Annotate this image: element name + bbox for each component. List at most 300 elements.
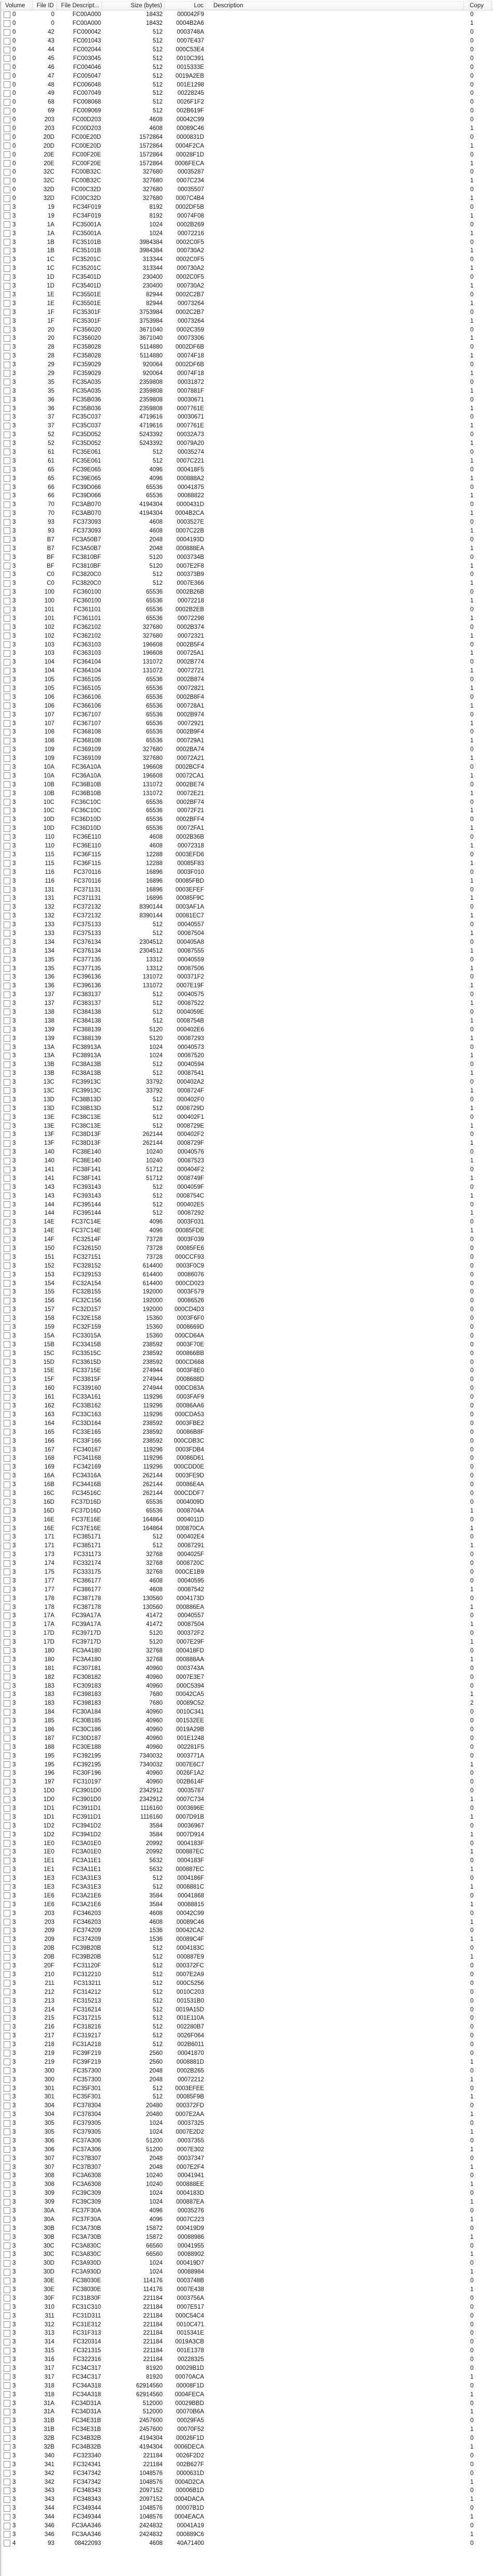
table-row[interactable] [1,2215,493,2224]
table-row[interactable] [1,229,493,238]
table-row[interactable] [1,1305,493,1314]
table-row[interactable] [1,1664,493,1673]
row-checkbox[interactable] [4,90,10,97]
row-checkbox[interactable] [4,1219,10,1226]
row-checkbox[interactable] [4,1350,10,1357]
row-checkbox[interactable] [4,466,10,473]
table-row[interactable] [1,535,493,544]
row-checkbox[interactable] [4,81,10,88]
table-row[interactable] [1,824,493,833]
row-checkbox[interactable] [4,1315,10,1322]
row-checkbox[interactable] [4,1534,10,1541]
table-row[interactable] [1,1454,493,1463]
table-row[interactable] [1,894,493,903]
table-row[interactable] [1,1874,493,1883]
table-row[interactable] [1,1979,493,1988]
row-checkbox[interactable] [4,1656,10,1663]
table-row[interactable] [1,1078,493,1087]
row-checkbox[interactable] [4,405,10,412]
table-row[interactable] [1,2381,493,2390]
row-checkbox[interactable] [4,1341,10,1348]
row-checkbox[interactable] [4,1586,10,1593]
row-checkbox[interactable] [4,816,10,823]
row-checkbox[interactable] [4,1525,10,1532]
table-row[interactable] [1,2443,493,2452]
table-row[interactable] [1,1393,493,1402]
table-row[interactable] [1,2110,493,2119]
table-row[interactable] [1,2469,493,2478]
table-row[interactable] [1,2014,493,2023]
table-row[interactable] [1,1944,493,1953]
table-row[interactable] [1,631,493,640]
row-checkbox[interactable] [4,1691,10,1698]
row-checkbox[interactable] [4,64,10,70]
table-row[interactable] [1,1121,493,1130]
table-row[interactable] [1,1690,493,1699]
row-checkbox[interactable] [4,2348,10,2354]
table-row[interactable] [1,1043,493,1052]
row-checkbox[interactable] [4,1324,10,1331]
row-checkbox[interactable] [4,545,10,552]
row-checkbox[interactable] [4,1210,10,1217]
table-row[interactable] [1,675,493,684]
table-row[interactable] [1,1016,493,1025]
table-row[interactable] [1,1629,493,1638]
row-checkbox[interactable] [4,2015,10,2022]
table-row[interactable] [1,1970,493,1979]
table-row[interactable] [1,1261,493,1270]
row-checkbox[interactable] [4,1403,10,1409]
row-checkbox[interactable] [4,2523,10,2529]
row-checkbox[interactable] [4,1140,10,1147]
table-row[interactable] [1,2233,493,2241]
row-checkbox[interactable] [4,1613,10,1619]
row-checkbox[interactable] [4,1788,10,1794]
row-checkbox[interactable] [4,1053,10,1059]
table-row[interactable] [1,2102,493,2110]
row-checkbox[interactable] [4,1411,10,1418]
table-row[interactable] [1,448,493,457]
table-row[interactable] [1,946,493,955]
table-row[interactable] [1,133,493,141]
table-row[interactable] [1,264,493,273]
row-checkbox[interactable] [4,1044,10,1050]
table-row[interactable] [1,238,493,247]
table-row[interactable] [1,1883,493,1892]
table-row[interactable] [1,37,493,46]
table-row[interactable] [1,868,493,876]
row-checkbox[interactable] [4,746,10,753]
table-row[interactable] [1,667,493,675]
table-row[interactable] [1,842,493,851]
row-checkbox[interactable] [4,2496,10,2503]
row-checkbox[interactable] [4,47,10,53]
row-checkbox[interactable] [4,1096,10,1103]
row-checkbox[interactable] [4,1665,10,1672]
row-checkbox[interactable] [4,632,10,639]
row-checkbox[interactable] [4,38,10,45]
table-row[interactable] [1,1148,493,1157]
table-row[interactable] [1,1559,493,1568]
row-checkbox[interactable] [4,1814,10,1820]
table-row[interactable] [1,1130,493,1139]
table-row[interactable] [1,1314,493,1323]
row-checkbox[interactable] [4,1298,10,1304]
row-checkbox[interactable] [4,1464,10,1471]
row-checkbox[interactable] [4,825,10,832]
table-row[interactable] [1,1708,493,1717]
table-row[interactable] [1,1008,493,1017]
table-row[interactable] [1,378,493,386]
row-checkbox[interactable] [4,1236,10,1243]
table-row[interactable] [1,1025,493,1034]
row-checkbox[interactable] [4,1437,10,1444]
table-row[interactable] [1,763,493,772]
row-checkbox[interactable] [4,1858,10,1864]
table-row[interactable] [1,1445,493,1454]
table-row[interactable] [1,1830,493,1839]
row-checkbox[interactable] [4,2312,10,2319]
table-row[interactable] [1,1104,493,1113]
row-checkbox[interactable] [4,484,10,491]
row-checkbox[interactable] [4,2330,10,2337]
table-row[interactable] [1,2189,493,2198]
table-row[interactable] [1,1576,493,1585]
row-checkbox[interactable] [4,2487,10,2494]
row-checkbox[interactable] [4,2339,10,2345]
table-row[interactable] [1,1174,493,1183]
table-row[interactable] [1,185,493,194]
table-row[interactable] [1,815,493,824]
row-checkbox[interactable] [4,414,10,421]
row-checkbox[interactable] [4,204,10,211]
row-checkbox[interactable] [4,256,10,263]
table-row[interactable] [1,1647,493,1656]
row-checkbox[interactable] [4,983,10,989]
row-checkbox[interactable] [4,1481,10,1488]
row-checkbox[interactable] [4,2050,10,2056]
row-checkbox[interactable] [4,1604,10,1610]
table-row[interactable] [1,1436,493,1445]
table-row[interactable] [1,1918,493,1926]
row-checkbox[interactable] [4,55,10,62]
table-row[interactable] [1,2066,493,2075]
row-checkbox[interactable] [4,1167,10,1173]
table-row[interactable] [1,710,493,719]
row-checkbox[interactable] [4,922,10,928]
row-checkbox[interactable] [4,2199,10,2206]
row-checkbox[interactable] [4,1070,10,1077]
table-row[interactable] [1,1052,493,1060]
table-row[interactable] [1,1472,493,1480]
table-row[interactable] [1,1988,493,1996]
row-checkbox[interactable] [4,326,10,333]
row-checkbox[interactable] [4,1752,10,1759]
table-row[interactable] [1,658,493,667]
table-row[interactable] [1,1550,493,1559]
row-checkbox[interactable] [4,431,10,438]
row-checkbox[interactable] [4,2155,10,2162]
table-row[interactable] [1,2207,493,2215]
row-checkbox[interactable] [4,2103,10,2109]
row-checkbox[interactable] [4,1017,10,1024]
row-checkbox[interactable] [4,860,10,867]
row-checkbox[interactable] [4,1490,10,1496]
table-row[interactable] [1,1244,493,1253]
table-row[interactable] [1,1751,493,1760]
table-row[interactable] [1,2241,493,2250]
row-checkbox[interactable] [4,886,10,893]
column-header-volume[interactable]: Volume [1,2,33,10]
row-checkbox[interactable] [4,423,10,429]
row-checkbox[interactable] [4,2094,10,2100]
row-checkbox[interactable] [4,808,10,814]
row-checkbox[interactable] [4,2172,10,2179]
table-row[interactable] [1,2259,493,2268]
table-row[interactable] [1,63,493,71]
table-row[interactable] [1,386,493,395]
row-checkbox[interactable] [4,781,10,788]
row-checkbox[interactable] [4,947,10,954]
row-checkbox[interactable] [4,974,10,981]
row-checkbox[interactable] [4,2085,10,2092]
row-checkbox[interactable] [4,1700,10,1707]
table-row[interactable] [1,999,493,1008]
table-row[interactable] [1,2049,493,2058]
row-checkbox[interactable] [4,685,10,692]
row-checkbox[interactable] [4,1000,10,1007]
row-checkbox[interactable] [4,2417,10,2424]
row-checkbox[interactable] [4,991,10,998]
table-row[interactable] [1,80,493,89]
row-checkbox[interactable] [4,607,10,613]
table-row[interactable] [1,1891,493,1900]
table-row[interactable] [1,1542,493,1550]
row-checkbox[interactable] [4,1709,10,1716]
table-row[interactable] [1,2032,493,2040]
table-row[interactable] [1,1060,493,1069]
row-checkbox[interactable] [4,519,10,526]
table-row[interactable] [1,1349,493,1358]
row-checkbox[interactable] [4,309,10,315]
table-row[interactable] [1,1603,493,1611]
table-row[interactable] [1,833,493,842]
column-header-description[interactable]: Description [206,2,464,10]
table-row[interactable] [1,1419,493,1428]
table-row[interactable] [1,1926,493,1935]
row-checkbox[interactable] [4,248,10,254]
column-header-file-descriptor[interactable]: File Descript... [57,2,102,10]
row-checkbox[interactable] [4,904,10,911]
table-row[interactable] [1,141,493,150]
table-row[interactable] [1,614,493,623]
row-checkbox[interactable] [4,2260,10,2267]
row-checkbox[interactable] [4,1674,10,1680]
row-checkbox[interactable] [4,1568,10,1575]
row-checkbox[interactable] [4,711,10,718]
table-row[interactable] [1,1253,493,1261]
table-row[interactable] [1,369,493,378]
table-row[interactable] [1,1725,493,1734]
row-checkbox[interactable] [4,169,10,176]
row-checkbox[interactable] [4,1805,10,1812]
row-checkbox[interactable] [4,117,10,123]
row-checkbox[interactable] [4,720,10,727]
row-checkbox[interactable] [4,1761,10,1768]
table-row[interactable] [1,1297,493,1305]
row-checkbox[interactable] [4,2505,10,2512]
row-checkbox[interactable] [4,571,10,578]
row-checkbox[interactable] [4,2444,10,2451]
row-checkbox[interactable] [4,1936,10,1943]
row-checkbox[interactable] [4,1026,10,1033]
row-checkbox[interactable] [4,659,10,666]
row-checkbox[interactable] [4,1718,10,1724]
table-row[interactable] [1,1935,493,1944]
row-checkbox[interactable] [4,1577,10,1584]
row-checkbox[interactable] [4,1980,10,1987]
table-row[interactable] [1,2119,493,2128]
row-checkbox[interactable] [4,554,10,560]
table-row[interactable] [1,1463,493,1472]
table-row[interactable] [1,483,493,492]
row-checkbox[interactable] [4,265,10,272]
table-row[interactable] [1,990,493,999]
table-row[interactable] [1,211,493,220]
row-checkbox[interactable] [4,440,10,447]
row-checkbox[interactable] [4,2321,10,2328]
table-row[interactable] [1,2338,493,2347]
table-row[interactable] [1,2005,493,2014]
table-row[interactable] [1,2434,493,2443]
row-checkbox[interactable] [4,939,10,945]
table-row[interactable] [1,334,493,343]
table-row[interactable] [1,1069,493,1078]
row-checkbox[interactable] [4,1621,10,1628]
row-checkbox[interactable] [4,1499,10,1505]
table-row[interactable] [1,2198,493,2207]
table-row[interactable] [1,2522,493,2530]
row-checkbox[interactable] [4,615,10,622]
table-row[interactable] [1,1165,493,1174]
table-row[interactable] [1,562,493,570]
table-row[interactable] [1,1857,493,1865]
table-row[interactable] [1,1139,493,1148]
row-checkbox[interactable] [4,449,10,455]
row-checkbox[interactable] [4,1595,10,1602]
table-row[interactable] [1,1209,493,1218]
row-checkbox[interactable] [4,1254,10,1260]
table-row[interactable] [1,2224,493,2233]
row-checkbox[interactable] [4,668,10,674]
row-checkbox[interactable] [4,956,10,963]
table-row[interactable] [1,1034,493,1043]
row-checkbox[interactable] [4,677,10,683]
row-checkbox[interactable] [4,1289,10,1296]
row-checkbox[interactable] [4,1009,10,1015]
row-checkbox[interactable] [4,1262,10,1269]
row-checkbox[interactable] [4,11,10,18]
table-row[interactable] [1,2355,493,2364]
row-checkbox[interactable] [4,1201,10,1208]
row-checkbox[interactable] [4,1840,10,1847]
table-row[interactable] [1,194,493,203]
table-row[interactable] [1,2154,493,2163]
table-row[interactable] [1,1699,493,1708]
row-checkbox[interactable] [4,2426,10,2433]
row-checkbox[interactable] [4,1131,10,1138]
row-checkbox[interactable] [4,1332,10,1339]
row-checkbox[interactable] [4,1543,10,1549]
row-checkbox[interactable] [4,1105,10,1112]
table-row[interactable] [1,2311,493,2320]
table-row[interactable] [1,1340,493,1349]
table-row[interactable] [1,299,493,308]
table-row[interactable] [1,1734,493,1743]
table-row[interactable] [1,2171,493,2180]
table-row[interactable] [1,588,493,597]
table-row[interactable] [1,789,493,798]
row-checkbox[interactable] [4,1184,10,1190]
row-checkbox[interactable] [4,160,10,167]
row-checkbox[interactable] [4,1376,10,1383]
row-checkbox[interactable] [4,1910,10,1917]
row-checkbox[interactable] [4,1779,10,1786]
row-checkbox[interactable] [4,2024,10,2031]
row-checkbox[interactable] [4,125,10,132]
row-checkbox[interactable] [4,1744,10,1750]
table-row[interactable] [1,938,493,946]
row-checkbox[interactable] [4,2479,10,2485]
column-header-copy[interactable]: Copy [464,2,492,10]
table-row[interactable] [1,2023,493,2032]
row-checkbox[interactable] [4,694,10,700]
row-checkbox[interactable] [4,2041,10,2048]
table-row[interactable] [1,456,493,465]
row-checkbox[interactable] [4,318,10,324]
table-row[interactable] [1,964,493,973]
row-checkbox[interactable] [4,650,10,657]
table-row[interactable] [1,719,493,728]
table-row[interactable] [1,465,493,474]
row-checkbox[interactable] [4,2120,10,2127]
row-checkbox[interactable] [4,702,10,709]
table-row[interactable] [1,308,493,316]
table-row[interactable] [1,973,493,982]
row-checkbox[interactable] [4,151,10,158]
row-checkbox[interactable] [4,221,10,228]
table-row[interactable] [1,2416,493,2425]
table-row[interactable] [1,544,493,553]
row-checkbox[interactable] [4,2076,10,2083]
table-row[interactable] [1,1787,493,1795]
table-row[interactable] [1,291,493,299]
row-checkbox[interactable] [4,1359,10,1365]
table-row[interactable] [1,2294,493,2302]
table-row[interactable] [1,71,493,80]
table-row[interactable] [1,798,493,807]
row-checkbox[interactable] [4,2146,10,2153]
table-row[interactable] [1,395,493,404]
table-row[interactable] [1,2372,493,2381]
row-checkbox[interactable] [4,2452,10,2459]
table-row[interactable] [1,1087,493,1096]
row-checkbox[interactable] [4,624,10,630]
row-checkbox[interactable] [4,457,10,464]
row-checkbox[interactable] [4,1394,10,1401]
row-checkbox[interactable] [4,580,10,587]
row-checkbox[interactable] [4,1035,10,1042]
